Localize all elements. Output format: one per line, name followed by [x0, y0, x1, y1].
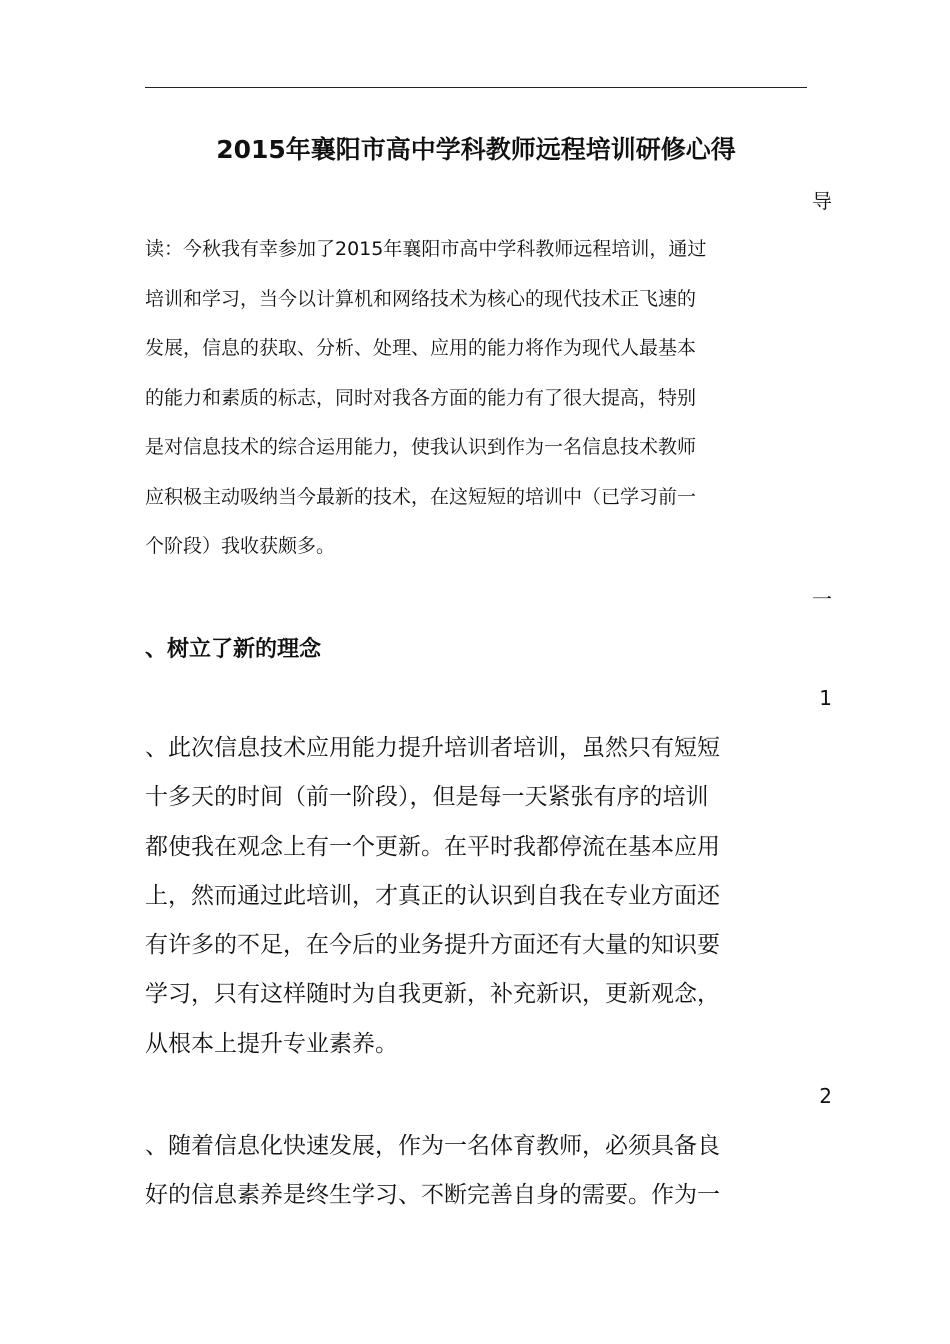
item1-line: 十多天的时间（前一阶段），但是每一天紧张有序的培训	[145, 784, 709, 811]
intro-line: 发展，信息的获取、分析、处理、应用的能力将作为现代人最基本	[145, 337, 697, 359]
item1-line: 都使我在观念上有一个更新。在平时我都停流在基本应用	[145, 833, 720, 860]
item2-marker: 2	[819, 1084, 832, 1108]
intro-line: 的能力和素质的标志，同时对我各方面的能力有了很大提高，特别	[145, 386, 697, 409]
header-rule	[145, 87, 807, 88]
item1-paragraph	[145, 724, 809, 1069]
intro-line: 个阶段）我收获颇多。	[145, 535, 336, 557]
intro-marker: 导	[812, 189, 832, 213]
intro-paragraph	[145, 225, 809, 572]
item2-paragraph	[145, 1122, 809, 1221]
intro-line: 应积极主动吸纳当今最新的技术，在这短短的培训中（已学习前一	[145, 485, 697, 508]
section1-marker: 一	[812, 587, 832, 611]
document-title: 2015年襄阳市高中学科教师远程培训研修心得	[216, 135, 736, 164]
item1-line: 、此次信息技术应用能力提升培训者培训，虽然只有短短	[145, 735, 720, 761]
item1-line: 有许多的不足，在今后的业务提升方面还有大量的知识要	[145, 932, 720, 959]
item1-line: 上，然而通过此培训，才真正的认识到自我在专业方面还	[145, 882, 720, 909]
section1-heading: 、树立了新的理念	[145, 637, 322, 662]
item1-marker: 1	[819, 686, 832, 710]
item1-line: 学习，只有这样随时为自我更新，补充新识，更新观念，	[145, 981, 720, 1008]
intro-line: 培训和学习，当今以计算机和网络技术为核心的现代技术正飞速的	[145, 287, 697, 310]
item1-line: 从根本上提升专业素养。	[145, 1030, 398, 1057]
intro-line: 是对信息技术的综合运用能力，使我认识到作为一名信息技术教师	[145, 436, 697, 458]
item2-line: 好的信息素养是终生学习、不断完善自身的需要。作为一	[145, 1182, 720, 1209]
item2-line: 、随着信息化快速发展，作为一名体育教师，必须具备良	[145, 1133, 720, 1159]
intro-line: 读：今秋我有幸参加了2015年襄阳市高中学科教师远程培训，通过	[145, 238, 707, 260]
